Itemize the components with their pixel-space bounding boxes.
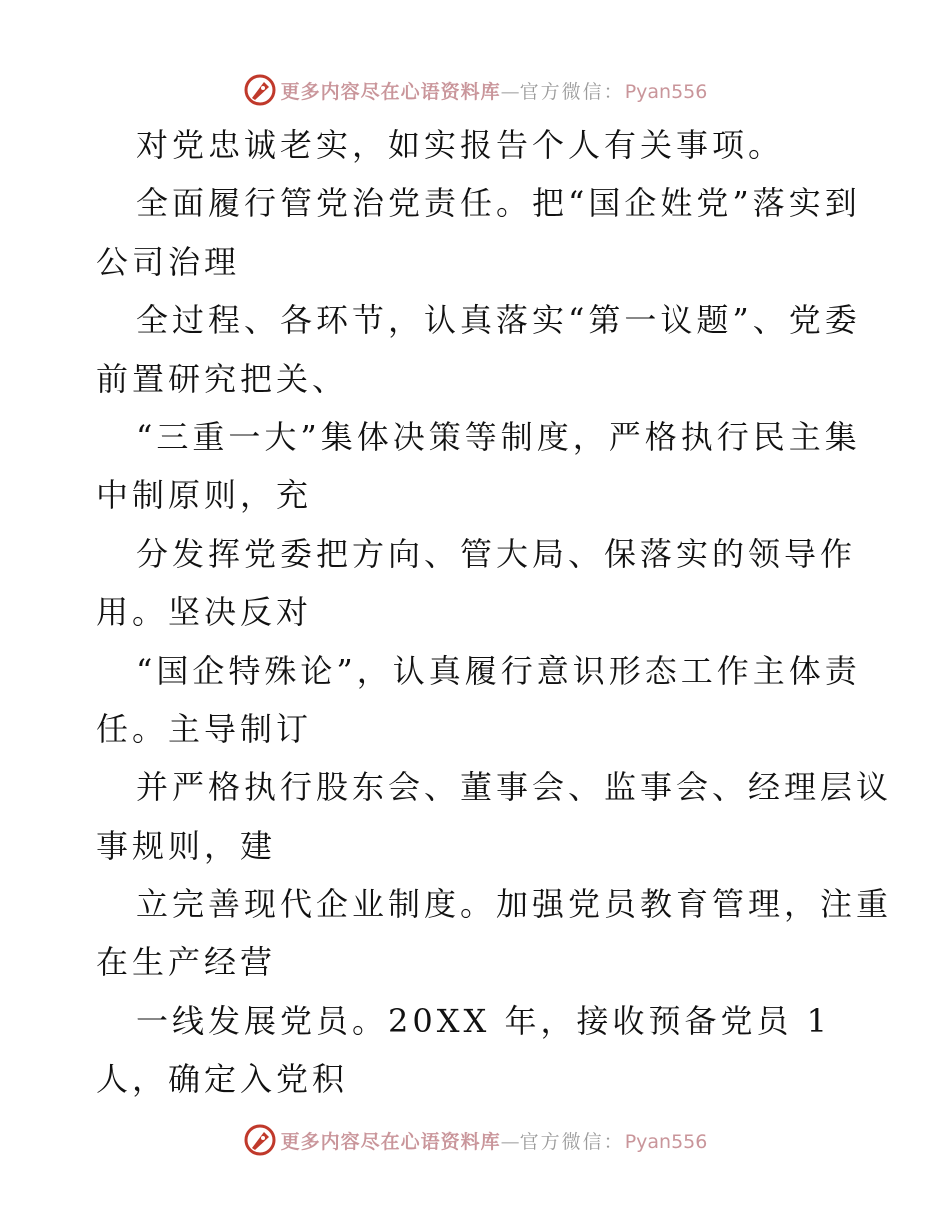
banner-wechat-id: Pyan556 [624, 80, 708, 103]
body-text-line: 前置研究把关、 [96, 359, 349, 398]
body-text-line: 全过程、各环节，认真落实“第一议题”、党委 [136, 301, 861, 340]
body-text-line: 一线发展党员。20XX 年，接收预备党员 1 [136, 1001, 831, 1040]
banner-wechat-id: Pyan556 [624, 1130, 708, 1153]
body-text-line: 用。坚决反对 [96, 593, 313, 632]
banner-official-label: 官方微信： [519, 1130, 625, 1153]
banner-brand: 更多内容尽在心语资料库 [280, 80, 501, 103]
body-text-line: 在生产经营 [96, 943, 277, 982]
banner-brand: 更多内容尽在心语资料库 [280, 1130, 501, 1153]
body-text-line: 任。主导制订 [96, 709, 313, 748]
banner-text [281, 77, 708, 104]
body-text-line: 全面履行管党治党责任。把“国企姓党”落实到 [136, 184, 861, 223]
banner-separator: — [500, 80, 520, 103]
body-text-line: “国企特殊论”，认真履行意识形态工作主体责 [136, 651, 861, 690]
body-text-line: “三重一大”集体决策等制度，严格执行民主集 [136, 417, 861, 456]
body-text-line: 事规则，建 [96, 826, 277, 865]
banner-official-label: 官方微信： [519, 80, 625, 103]
body-text-line: 对党忠诚老实，如实报告个人有关事项。 [136, 126, 785, 164]
body-text-line: 人，确定入党积 [96, 1060, 349, 1099]
body-text-line: 公司治理 [96, 242, 241, 281]
body-text-line: 分发挥党委把方向、管大局、保落实的领导作 [136, 534, 857, 573]
body-text-line: 并严格执行股东会、董事会、监事会、经理层议 [136, 768, 893, 807]
body-text-line: 中制原则，充 [96, 476, 313, 515]
footer-banner [0, 1120, 950, 1160]
document-body [96, 116, 893, 1109]
body-text-line: 立完善现代企业制度。加强党员教育管理，注重 [136, 885, 893, 924]
banner-separator: — [500, 1130, 520, 1153]
pen-nib-logo-icon [243, 1123, 277, 1157]
banner-text [281, 1127, 708, 1154]
pen-nib-logo-icon [243, 73, 277, 107]
header-banner [0, 70, 950, 110]
